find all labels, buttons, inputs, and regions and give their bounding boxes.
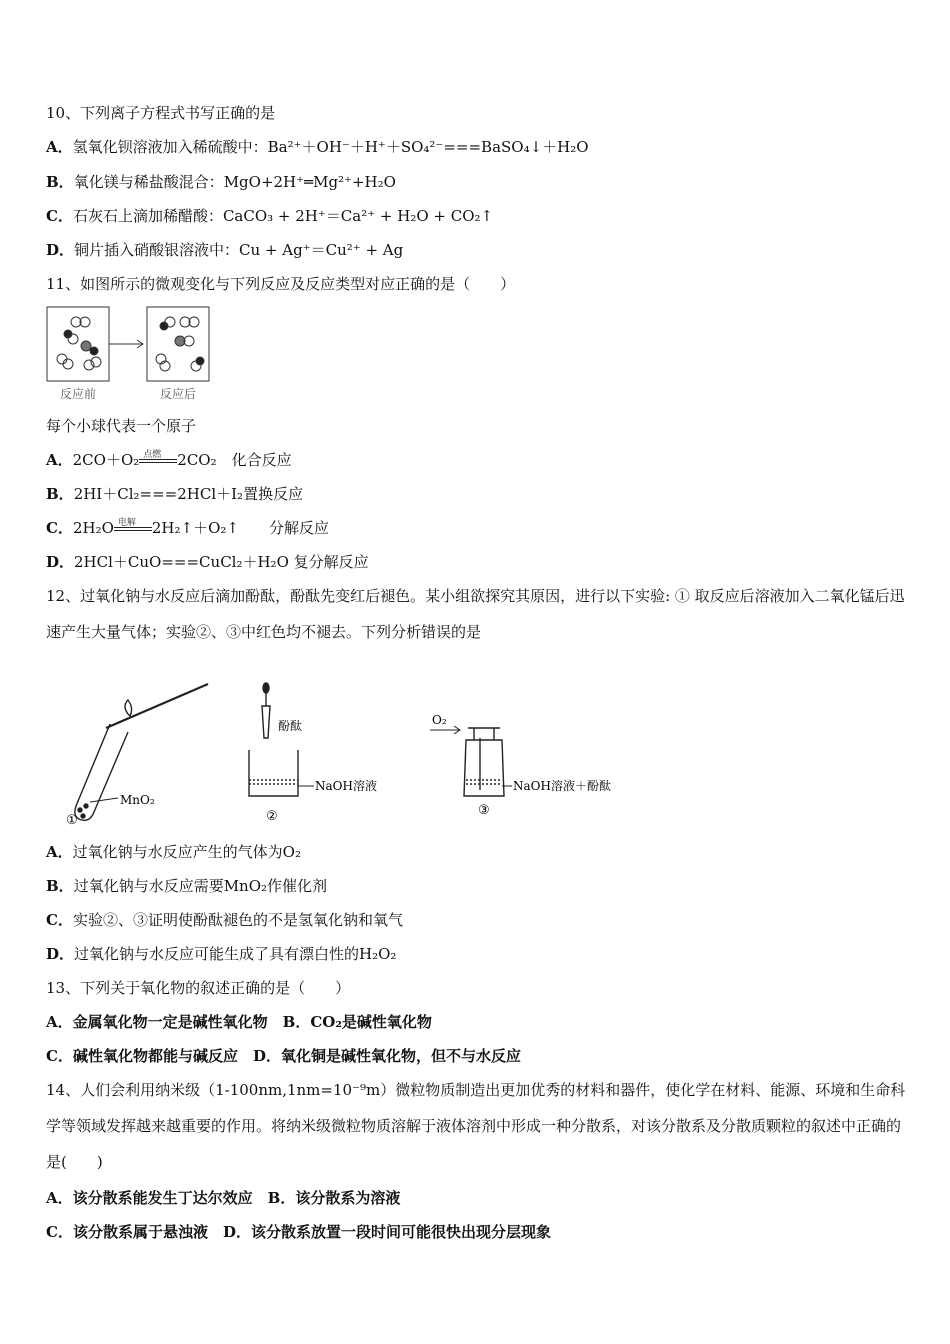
after-label: 反应后	[159, 387, 197, 401]
q11-option-d: D．2HCl＋CuO===CuCl₂＋H₂O 复分解反应	[46, 553, 369, 571]
q11-particle-figure	[46, 306, 226, 406]
reaction-condition-arrow: 点燃	[139, 454, 177, 468]
naoh-label: NaOH溶液	[315, 779, 377, 793]
q14-options-cd: C．该分散系属于悬浊液 D．该分散系放置一段时间可能很快出现分层现象	[46, 1223, 551, 1241]
q10-option-d: D．铜片插入硝酸银溶液中：Cu + Ag⁺＝Cu²⁺ + Ag	[46, 241, 404, 259]
q13-stem: 13、下列关于氧化物的叙述正确的是（ ）	[46, 979, 351, 997]
q14-stem: 14、人们会利用纳米级（1-100nm,1nm=10⁻⁹m）微粒物质制造出更加优秀的材料和器件，使化学在材料、能源、环境和生命科学等领域发挥越来越重要的作用。将纳米级微粒物质溶解于液体溶剂中形成一种分散系，对该分散系及分散质颗粒的叙述中正确的是( )	[46, 1081, 906, 1171]
mno2-label: MnO₂	[120, 793, 155, 807]
q10-option-c: C．石灰石上滴加稀醋酸：CaCO₃ + 2H⁺＝Ca²⁺ + H₂O + CO₂↑	[46, 207, 494, 225]
fig3-number: ③	[478, 803, 490, 818]
q13-options-cd: C．碱性氧化物都能与碱反应 D．氧化铜是碱性氧化物，但不与水反应	[46, 1047, 521, 1065]
q12-option-c: C．实验②、③证明使酚酞褪色的不是氢氧化钠和氧气	[46, 911, 403, 929]
q12-apparatus-figure	[56, 678, 616, 832]
q14-options-ab: A．该分散系能发生丁达尔效应 B．该分散系为溶液	[46, 1189, 401, 1207]
q11-option-a: A．2CO＋O₂ 点燃 2CO₂ 化合反应	[46, 450, 292, 469]
q12-option-a: A．过氧化钠与水反应产生的气体为O₂	[46, 843, 301, 861]
o2-label: O₂	[432, 713, 447, 727]
q10-option-b: B．氧化镁与稀盐酸混合：MgO+2H⁺═Mg²⁺+H₂O	[46, 173, 396, 191]
q12-option-d: D．过氧化钠与水反应可能生成了具有漂白性的H₂O₂	[46, 945, 397, 963]
q11-option-b: B．2HI＋Cl₂===2HCl＋I₂置换反应	[46, 485, 304, 503]
q11-option-c: C．2H₂O 电解 2H₂↑＋O₂↑ 分解反应	[46, 518, 329, 537]
q11-stem: 11、如图所示的微观变化与下列反应及反应类型对应正确的是（ ）	[46, 275, 516, 293]
phenolphthalein-label: 酚酞	[278, 719, 303, 733]
q12-option-b: B．过氧化钠与水反应需要MnO₂作催化剂	[46, 877, 328, 895]
q10-stem: 10、下列离子方程式书写正确的是	[46, 104, 276, 122]
naoh-phenolphthalein-label: NaOH溶液＋酚酞	[513, 779, 611, 793]
fig2-number: ②	[266, 809, 278, 824]
q11-note: 每个小球代表一个原子	[46, 417, 197, 435]
fig1-number: ①	[66, 813, 78, 828]
q12-stem: 12、过氧化钠与水反应后滴加酚酞，酚酞先变红后褪色。某小组欲探究其原因，进行以下实验: ① 取反应后溶液加入二氧化锰后迅速产生大量气体；实验②、③中红色均不褪去。下列分析错误的是	[46, 587, 905, 641]
reaction-condition-arrow: 电解	[114, 522, 152, 536]
q10-option-a: A．氢氧化钡溶液加入稀硫酸中：Ba²⁺＋OH⁻＋H⁺＋SO₄²⁻===BaSO₄↓＋H₂O	[46, 138, 589, 156]
before-label: 反应前	[59, 387, 97, 401]
q13-options-ab: A．金属氧化物一定是碱性氧化物 B．CO₂是碱性氧化物	[46, 1013, 432, 1031]
